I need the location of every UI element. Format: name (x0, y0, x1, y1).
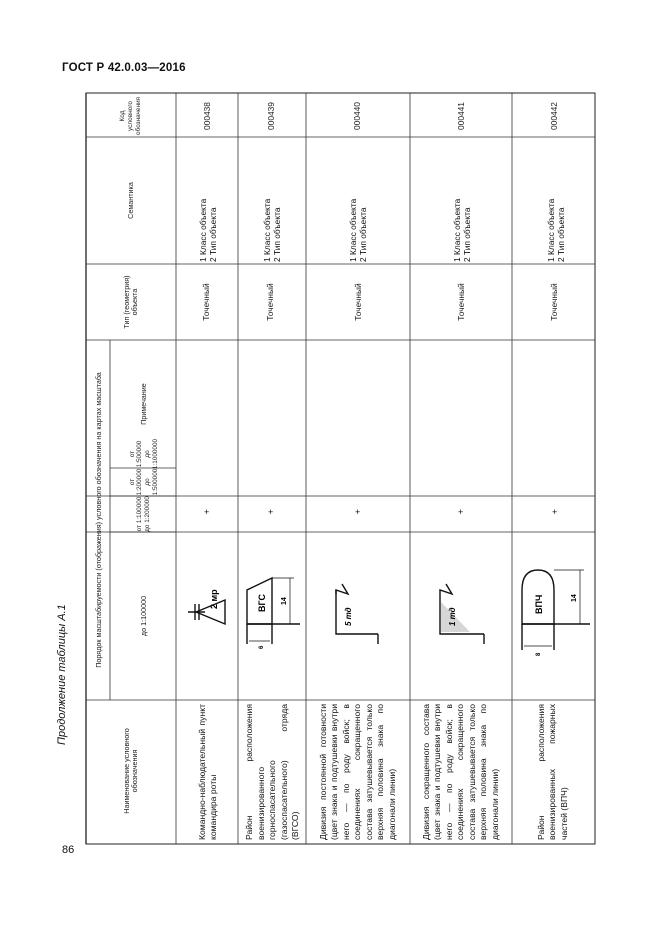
svg-text:2 мр: 2 мр (209, 589, 219, 609)
header-semantics: Семантика (125, 182, 135, 219)
row-3-name: Дивизия постоянной готовности (цвет знака и подтушевки внутри него — по роду войск; в соединениях сокращенного состава затушевывается только верхняя половина знака по диагонали линии) (318, 704, 397, 840)
row-2-code: 000439 (266, 102, 277, 130)
row-3-type: Точечный (353, 283, 364, 321)
row-3-code: 000440 (352, 102, 363, 130)
header-note: Примечание (138, 383, 148, 425)
row-4-name: Дивизия сокращенного состава (цвет знака и подтушевки внутри него — по роду войск; в соединениях сокращенного состава затушевывается только верхняя половина знака по диагонали линии) (421, 704, 500, 840)
row-1-type: Точечный (201, 283, 212, 321)
svg-text:1 тд: 1 тд (448, 607, 457, 626)
row-3-plus: + (355, 507, 361, 517)
row-2-plus: + (268, 507, 274, 517)
row-5-code: 000442 (549, 102, 560, 130)
row-2-name: Район расположения военизированного горноспасательного (газоспасательного) отряда (ВГСО) (244, 704, 301, 840)
row-5-plus: + (552, 507, 558, 517)
document-header: ГОСТ Р 42.0.03—2016 (62, 62, 186, 74)
row-3-semantics: 1 Класс объекта 2 Тип объекта (348, 198, 368, 262)
row-4-type: Точечный (456, 283, 467, 321)
header-geometry-type: Тип (геометрия) объекта (121, 275, 139, 329)
header-code: Код условного обозначения (119, 97, 142, 136)
row-5-type: Точечный (549, 283, 560, 321)
page-number: 86 (62, 844, 75, 856)
row-5-name: Район расположения военизированных пожарных частей (ВПЧ) (535, 704, 569, 840)
row-5-semantics: 1 Класс объекта 2 Тип объекта (546, 198, 566, 262)
row-1-plus: + (204, 507, 210, 517)
svg-text:14: 14 (281, 597, 288, 605)
row-4-plus: + (458, 507, 464, 517)
header-scale-1: до 1:100000 (138, 595, 148, 637)
row-2-type: Точечный (265, 283, 276, 321)
row-1-name: Командно-наблюдательный пункт командира роты (196, 704, 218, 840)
svg-text:5 тд: 5 тд (344, 607, 353, 626)
row-4-code: 000441 (456, 102, 467, 130)
header-scalability-group: Порядок масштабируемости (отображения) условного обозначения на картах масштаба (93, 372, 103, 668)
row-1-semantics: 1 Класс объекта 2 Тип объекта (198, 198, 218, 262)
header-name: Наименование условного обозначения (121, 728, 139, 814)
svg-text:14: 14 (571, 594, 578, 602)
table-caption: Продолжение таблицы А.1 (56, 604, 68, 745)
svg-text:8: 8 (536, 652, 542, 656)
row-1-code: 000438 (202, 102, 213, 130)
svg-text:ВПЧ: ВПЧ (534, 594, 544, 614)
header-scale-2: от 1:100000 до 1:200000 (136, 496, 151, 532)
header-scale-4: от 1:500000 до 1:1000000 (128, 438, 159, 470)
row-4-semantics: 1 Класс объекта 2 Тип объекта (452, 198, 472, 262)
svg-text:ВГС: ВГС (257, 594, 267, 612)
header-scale-3: от 1:200000 до 1:500000 (128, 468, 159, 496)
row-2-semantics: 1 Класс объекта 2 Тип объекта (262, 198, 282, 262)
svg-text:6: 6 (259, 645, 265, 649)
